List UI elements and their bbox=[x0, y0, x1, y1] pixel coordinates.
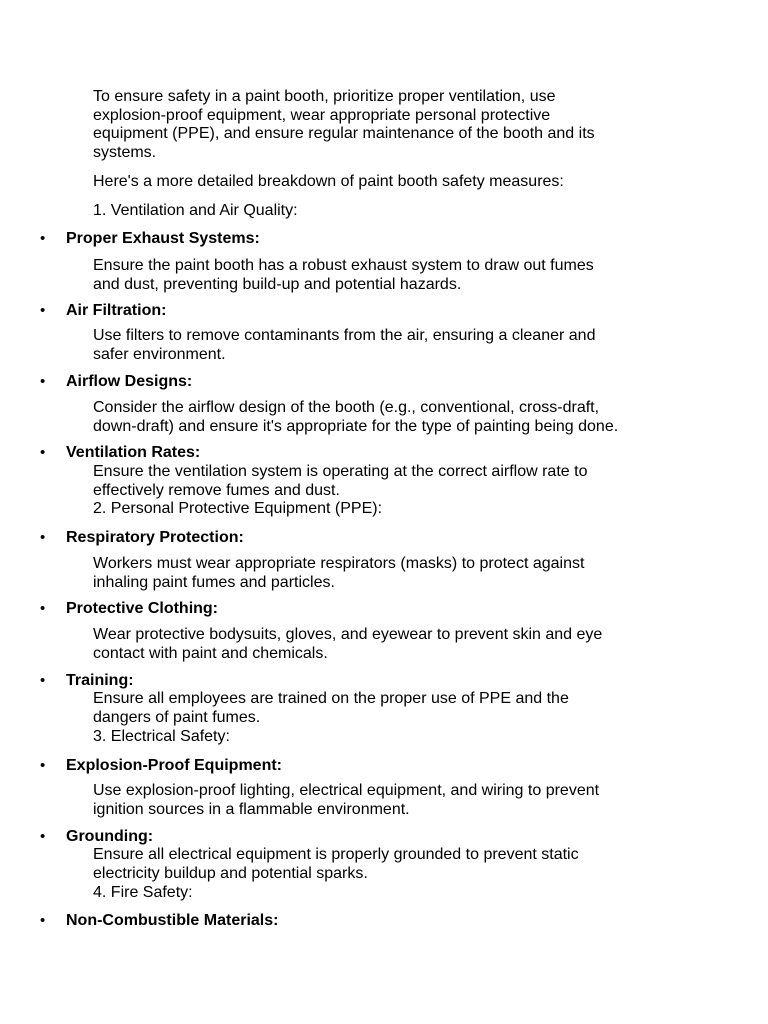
item-text-respiratory-1: Workers must wear appropriate respirators (masks) to protect against bbox=[93, 555, 585, 572]
item-text-grounding-2: electricity buildup and potential sparks. bbox=[93, 864, 368, 882]
bullet-marker: • bbox=[40, 828, 46, 845]
breakdown-intro: Here's a more detailed breakdown of paint booth safety measures: bbox=[93, 173, 564, 190]
item-text-respiratory-2: inhaling paint fumes and particles. bbox=[93, 573, 335, 591]
item-text-grounding-1: Ensure all electrical equipment is properly grounded to prevent static bbox=[93, 846, 579, 863]
item-text-training-1: Ensure all employees are trained on the proper use of PPE and the bbox=[93, 690, 569, 707]
item-text-training-2: dangers of paint fumes. bbox=[93, 708, 261, 726]
item-heading-explosion-proof: Explosion-Proof Equipment: bbox=[66, 757, 282, 774]
item-heading-ventilation-rates: Ventilation Rates: bbox=[66, 444, 201, 461]
item-text-ventilation-rates-1: Ensure the ventilation system is operating at the correct airflow rate to bbox=[93, 463, 588, 480]
intro-line-4: systems. bbox=[93, 143, 157, 161]
section-title-ppe: 2. Personal Protective Equipment (PPE): bbox=[93, 500, 383, 517]
section-title-ventilation: 1. Ventilation and Air Quality: bbox=[93, 202, 298, 219]
bullet-marker: • bbox=[40, 444, 46, 461]
item-heading-grounding: Grounding: bbox=[66, 828, 154, 845]
item-text-explosion-proof-1: Use explosion-proof lighting, electrical equipment, and wiring to prevent bbox=[93, 782, 600, 799]
intro-line-2: explosion-proof equipment, wear appropriate personal protective bbox=[93, 106, 551, 124]
item-text-filtration-1: Use filters to remove contaminants from the air, ensuring a cleaner and bbox=[93, 327, 596, 344]
intro-line-3: equipment (PPE), and ensure regular maintenance of the booth and its bbox=[93, 125, 595, 142]
item-heading-filtration: Air Filtration: bbox=[66, 302, 167, 319]
item-text-ventilation-rates-2: effectively remove fumes and dust. bbox=[93, 481, 340, 499]
item-text-exhaust-1: Ensure the paint booth has a robust exhaust system to draw out fumes bbox=[93, 257, 594, 274]
item-text-exhaust-2: and dust, preventing build-up and potential hazards. bbox=[93, 275, 462, 293]
bullet-marker: • bbox=[40, 600, 46, 617]
item-text-airflow-1: Consider the airflow design of the booth (e.g., conventional, cross-draft, bbox=[93, 399, 600, 416]
item-text-filtration-2: safer environment. bbox=[93, 345, 226, 363]
bullet-marker: • bbox=[40, 757, 46, 774]
item-heading-exhaust: Proper Exhaust Systems: bbox=[66, 230, 260, 247]
item-heading-airflow: Airflow Designs: bbox=[66, 373, 193, 390]
item-text-airflow-2: down-draft) and ensure it's appropriate for the type of painting being done. bbox=[93, 417, 619, 435]
bullet-marker: • bbox=[40, 302, 46, 319]
item-heading-training: Training: bbox=[66, 672, 134, 689]
bullet-marker: • bbox=[40, 912, 46, 929]
intro-line-1: To ensure safety in a paint booth, prioritize proper ventilation, use bbox=[93, 88, 556, 105]
bullet-marker: • bbox=[40, 373, 46, 390]
section-title-electrical: 3. Electrical Safety: bbox=[93, 728, 230, 745]
item-heading-respiratory: Respiratory Protection: bbox=[66, 529, 244, 546]
bullet-marker: • bbox=[40, 230, 46, 247]
item-text-clothing-2: contact with paint and chemicals. bbox=[93, 644, 328, 662]
item-text-clothing-1: Wear protective bodysuits, gloves, and eyewear to prevent skin and eye bbox=[93, 626, 603, 643]
bullet-marker: • bbox=[40, 529, 46, 546]
item-heading-clothing: Protective Clothing: bbox=[66, 600, 219, 617]
section-title-fire: 4. Fire Safety: bbox=[93, 884, 193, 901]
item-text-explosion-proof-2: ignition sources in a flammable environment. bbox=[93, 800, 410, 818]
item-heading-non-combustible: Non-Combustible Materials: bbox=[66, 912, 279, 929]
bullet-marker: • bbox=[40, 672, 46, 689]
